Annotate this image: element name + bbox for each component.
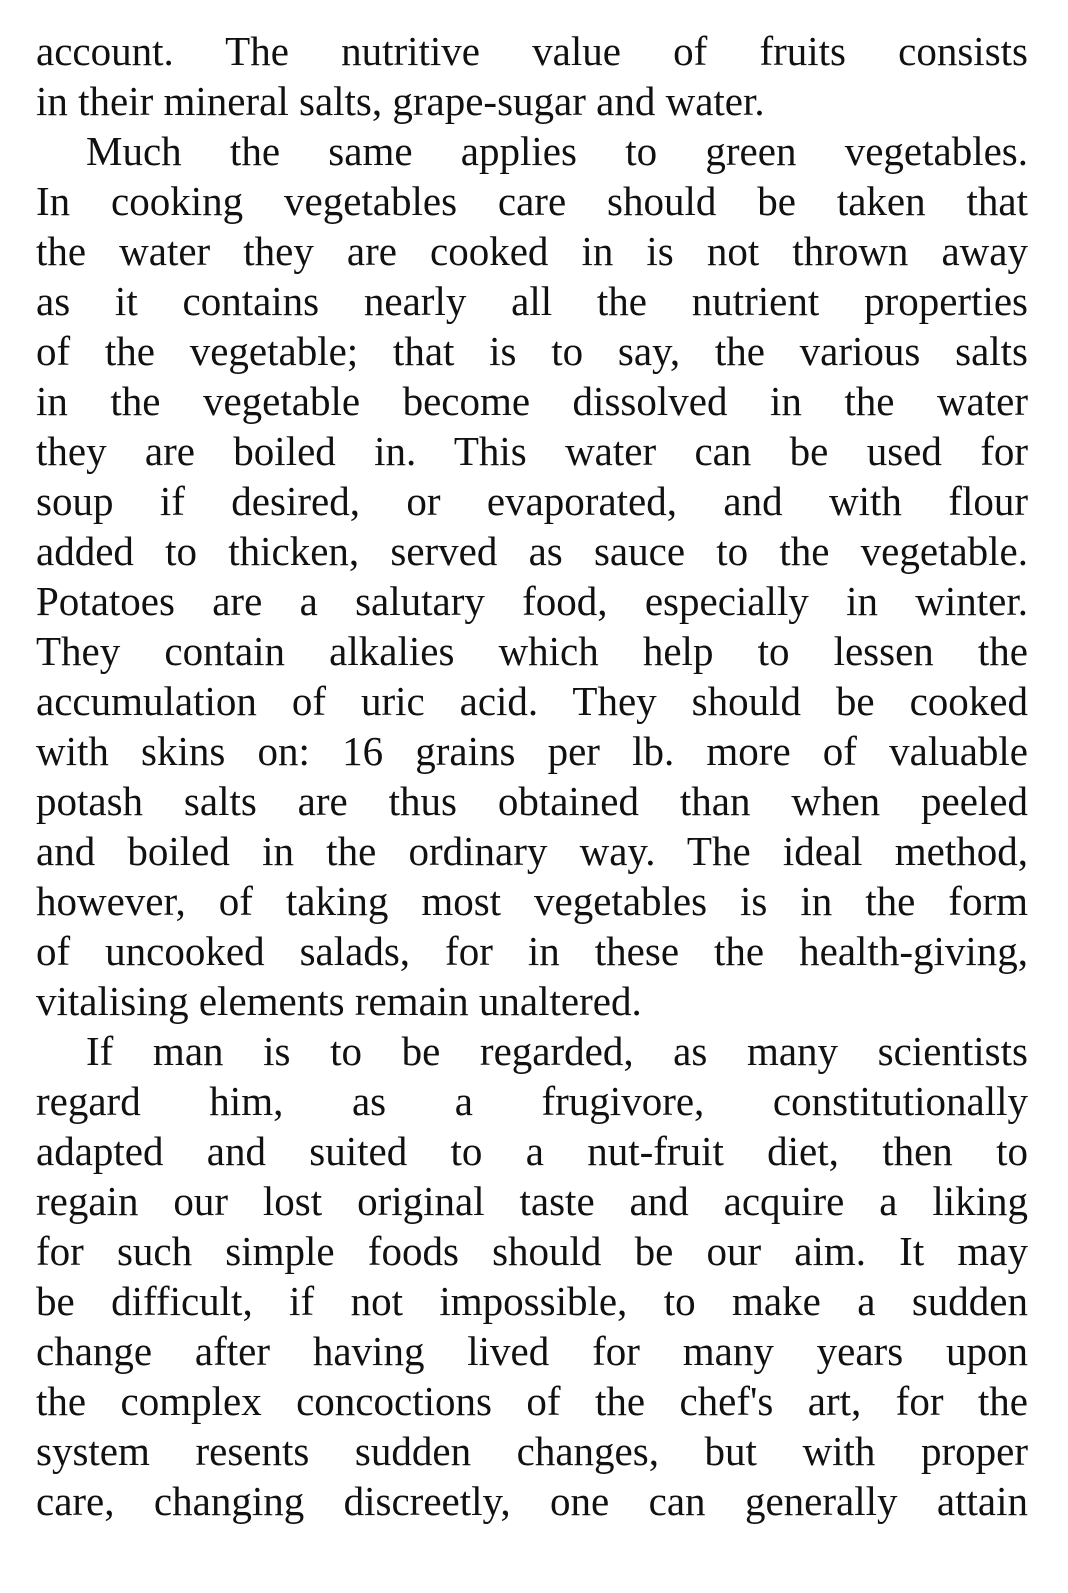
text-line: regain our lost original taste and acquire a liking bbox=[36, 1178, 1028, 1224]
text-line: the complex concoctions of the chef's art, for the bbox=[36, 1378, 1028, 1424]
text-line: for such simple foods should be our aim. It may bbox=[36, 1228, 1028, 1274]
text-line: care, changing discreetly, one can generally attain bbox=[36, 1478, 1028, 1524]
text-line: however, of taking most vegetables is in the form bbox=[36, 878, 1028, 924]
text-line: with skins on: 16 grains per lb. more of valuable bbox=[36, 728, 1028, 774]
text-line: and boiled in the ordinary way. The ideal method, bbox=[36, 828, 1028, 874]
text-line: system resents sudden changes, but with proper bbox=[36, 1428, 1028, 1474]
text-line: accumulation of uric acid. They should be cooked bbox=[36, 678, 1028, 724]
text-line: they are boiled in. This water can be used for bbox=[36, 428, 1028, 474]
text-line: Much the same applies to green vegetables. bbox=[86, 128, 1028, 174]
text-line: be difficult, if not impossible, to make a sudden bbox=[36, 1278, 1028, 1324]
text-line: adapted and suited to a nut-fruit diet, then to bbox=[36, 1128, 1028, 1174]
text-line: regard him, as a frugivore, constitutionally bbox=[36, 1078, 1028, 1124]
text-line: the water they are cooked in is not thrown away bbox=[36, 228, 1028, 274]
text-line: in their mineral salts, grape-sugar and water. bbox=[36, 78, 765, 124]
text-line: added to thicken, served as sauce to the vegetable. bbox=[36, 528, 1028, 574]
text-line: soup if desired, or evaporated, and with flour bbox=[36, 478, 1028, 524]
text-line: account. The nutritive value of fruits consists bbox=[36, 28, 1028, 74]
text-line: of the vegetable; that is to say, the various salts bbox=[36, 328, 1028, 374]
paragraph-frugivore bbox=[36, 1026, 1028, 1526]
text-line: In cooking vegetables care should be taken that bbox=[36, 178, 1028, 224]
text-line: Potatoes are a salutary food, especially in winter. bbox=[36, 578, 1028, 624]
paragraph-fruits-end bbox=[36, 26, 1028, 126]
text-line: They contain alkalies which help to lessen the bbox=[36, 628, 1028, 674]
text-line: as it contains nearly all the nutrient properties bbox=[36, 278, 1028, 324]
text-line: vitalising elements remain unaltered. bbox=[36, 978, 642, 1024]
text-line: of uncooked salads, for in these the health-giving, bbox=[36, 928, 1028, 974]
text-line: change after having lived for many years upon bbox=[36, 1328, 1028, 1374]
text-line: potash salts are thus obtained than when peeled bbox=[36, 778, 1028, 824]
paragraph-green-vegetables bbox=[36, 126, 1028, 1026]
text-line: in the vegetable become dissolved in the water bbox=[36, 378, 1028, 424]
book-page bbox=[36, 26, 1028, 1526]
text-line: If man is to be regarded, as many scientists bbox=[86, 1028, 1028, 1074]
